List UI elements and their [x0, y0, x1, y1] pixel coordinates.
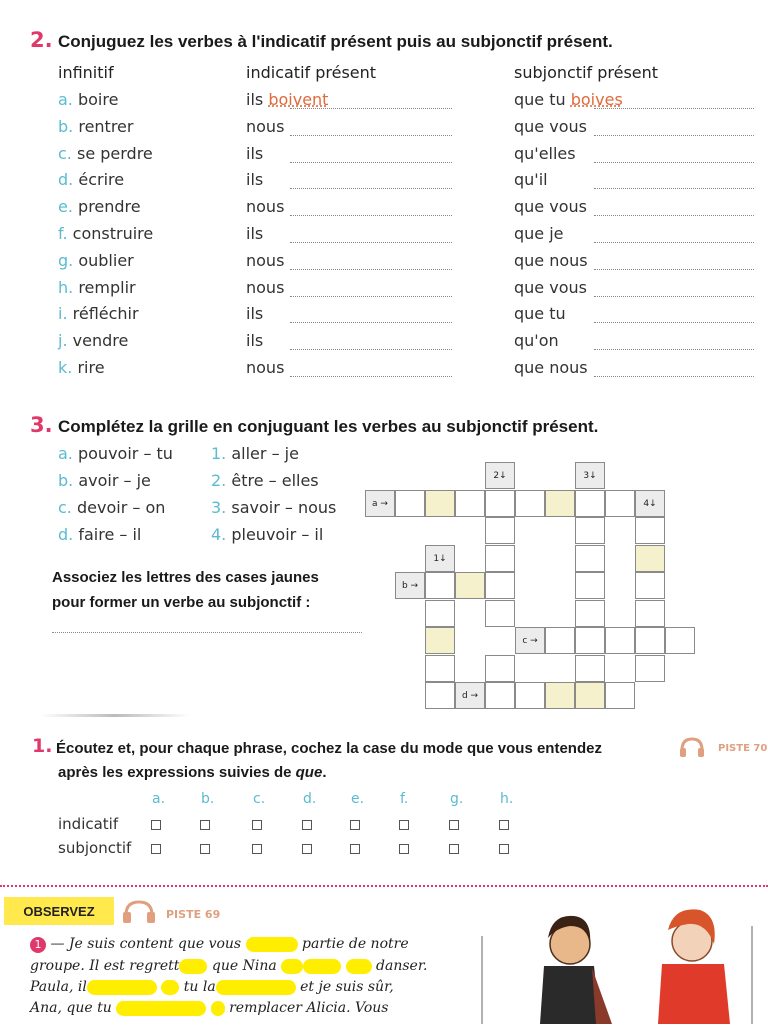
grid-cell[interactable] [545, 627, 575, 654]
indicatif-pronoun: nous [246, 278, 285, 297]
indicatif-pronoun: nous [246, 251, 285, 270]
indicatif-cell [246, 197, 284, 216]
clue-down: 2. être – elles [211, 471, 319, 490]
observez-line-2: groupe. Il est regrett que Nina danser. [30, 958, 428, 974]
clue-across: b. avoir – je [58, 471, 151, 490]
item-letter: j. [58, 331, 68, 350]
column-letter: d. [303, 791, 317, 807]
mode-label: indicatif [58, 815, 119, 833]
header-subjonctif: subjonctif présent [514, 63, 659, 82]
indicatif-pronoun: ils [246, 331, 264, 350]
mode-checkbox[interactable] [350, 820, 360, 830]
grid-cell[interactable] [605, 682, 635, 709]
mode-checkbox[interactable] [350, 844, 360, 854]
header-infinitif: infinitif [58, 63, 114, 82]
grid-clue-cell: 1↓ [425, 545, 455, 572]
infinitive-cell [58, 278, 136, 297]
subjonctif-answer[interactable]: boives [570, 90, 623, 109]
infinitive-cell [58, 224, 153, 243]
subjonctif-cell [514, 304, 566, 323]
column-letter: f. [400, 791, 409, 807]
observez-line-1: 1 — Je suis content que vous partie de notre [30, 936, 409, 953]
indicatif-blank[interactable] [290, 376, 452, 377]
grid-cell[interactable] [425, 572, 455, 599]
indicatif-blank[interactable] [290, 135, 452, 136]
mode-checkbox[interactable] [399, 844, 409, 854]
subjonctif-pronoun: que je [514, 224, 564, 243]
infinitive-verb: rentrer [78, 117, 134, 136]
subjonctif-pronoun: que nous [514, 358, 588, 377]
subjonctif-blank[interactable] [594, 296, 754, 297]
infinitive-cell [58, 117, 133, 136]
mode-checkbox[interactable] [499, 820, 509, 830]
subjonctif-cell [514, 278, 587, 297]
grid-cell[interactable] [395, 490, 425, 517]
indicatif-cell [246, 144, 263, 163]
subjonctif-blank[interactable] [594, 108, 754, 109]
mode-checkbox[interactable] [252, 844, 262, 854]
illustration [462, 886, 768, 1024]
grid-cell[interactable] [485, 490, 515, 517]
mode-checkbox[interactable] [200, 820, 210, 830]
column-letter: a. [152, 791, 166, 807]
grid-cell[interactable] [485, 517, 515, 544]
column-letter: h. [500, 791, 514, 807]
grid-cell[interactable] [575, 545, 605, 572]
grid-clue-cell: c → [515, 627, 545, 654]
item-letter: f. [58, 224, 68, 243]
grid-cell[interactable] [455, 572, 485, 599]
mode-checkbox[interactable] [151, 844, 161, 854]
section-divider [40, 714, 190, 717]
subjonctif-pronoun: qu'elles [514, 144, 576, 163]
infinitive-verb: remplir [78, 278, 136, 297]
indicatif-answer[interactable]: boivent [268, 90, 329, 109]
subjonctif-pronoun: que vous [514, 197, 587, 216]
bullet-number: 1 [30, 937, 46, 953]
grid-cell[interactable] [485, 572, 515, 599]
indicatif-cell [246, 90, 328, 109]
indicatif-cell [246, 331, 263, 350]
grid-cell[interactable] [425, 490, 455, 517]
indicatif-blank[interactable] [290, 296, 452, 297]
grid-cell[interactable] [575, 600, 605, 627]
item-letter: k. [58, 358, 73, 377]
infinitive-verb: rire [77, 358, 105, 377]
indicatif-blank[interactable] [290, 162, 452, 163]
infinitive-cell [58, 251, 134, 270]
item-letter: a. [58, 90, 73, 109]
infinitive-verb: réfléchir [72, 304, 139, 323]
grid-cell[interactable] [485, 655, 515, 682]
grid-cell[interactable] [515, 490, 545, 517]
infinitive-verb: boire [77, 90, 119, 109]
subjonctif-cell [514, 224, 564, 243]
indicatif-blank[interactable] [290, 188, 452, 189]
indicatif-blank[interactable] [290, 242, 452, 243]
subjonctif-cell [514, 358, 588, 377]
infinitive-cell [58, 90, 118, 109]
infinitive-verb: écrire [78, 170, 125, 189]
mode-checkbox[interactable] [302, 844, 312, 854]
ex3-title: Complétez la grille en conjuguant les verbes au subjonctif présent. [58, 417, 599, 436]
item-letter: b. [58, 117, 74, 136]
column-letter: e. [351, 791, 365, 807]
column-letter: c. [253, 791, 266, 807]
grid-cell[interactable] [485, 682, 515, 709]
item-letter: g. [58, 251, 74, 270]
subjonctif-blank[interactable] [594, 215, 754, 216]
mode-label: subjonctif [58, 839, 132, 857]
ex1-number: 1. [32, 735, 53, 757]
grid-cell[interactable] [605, 490, 635, 517]
subjonctif-blank[interactable] [594, 322, 754, 323]
mode-checkbox[interactable] [449, 820, 459, 830]
grid-cell[interactable] [605, 627, 635, 654]
subjonctif-blank[interactable] [594, 135, 754, 136]
subjonctif-cell [514, 90, 623, 109]
indicatif-blank[interactable] [290, 215, 452, 216]
clue-across: d. faire – il [58, 525, 142, 544]
grid-cell[interactable] [635, 545, 665, 572]
subjonctif-pronoun: qu'on [514, 331, 559, 350]
grid-clue-cell: 4↓ [635, 490, 665, 517]
mode-checkbox[interactable] [151, 820, 161, 830]
grid-cell[interactable] [665, 627, 695, 654]
subjonctif-cell [514, 331, 559, 350]
observez-line-4: Ana, que tu remplacer Alicia. Vous [30, 1000, 389, 1016]
mode-checkbox[interactable] [200, 844, 210, 854]
mode-checkbox[interactable] [449, 844, 459, 854]
indicatif-pronoun: ils [246, 170, 264, 189]
subjonctif-cell [514, 197, 587, 216]
clue-down: 4. pleuvoir – il [211, 525, 324, 544]
grid-cell[interactable] [425, 655, 455, 682]
subjonctif-pronoun: que vous [514, 278, 587, 297]
headphones-icon[interactable] [121, 898, 157, 924]
indicatif-pronoun: ils [246, 304, 264, 323]
column-letter: g. [450, 791, 464, 807]
observez-label: OBSERVEZ [4, 897, 114, 925]
infinitive-verb: vendre [72, 331, 129, 350]
mode-checkbox[interactable] [252, 820, 262, 830]
indicatif-blank[interactable] [290, 108, 452, 109]
ex3-answer-line[interactable] [52, 632, 362, 633]
item-letter: h. [58, 278, 74, 297]
indicatif-pronoun: nous [246, 358, 285, 377]
subjonctif-pronoun: qu'il [514, 170, 548, 189]
grid-cell[interactable] [425, 627, 455, 654]
indicatif-cell [246, 358, 284, 377]
grid-clue-cell: 3↓ [575, 462, 605, 489]
clue-down: 1. aller – je [211, 444, 299, 463]
clue-across: a. pouvoir – tu [58, 444, 173, 463]
infinitive-cell [58, 358, 105, 377]
ex2-number: 2. [30, 28, 53, 52]
grid-cell[interactable] [635, 627, 665, 654]
indicatif-blank[interactable] [290, 349, 452, 350]
ex3-instruction-2: pour former un verbe au subjonctif : [52, 594, 311, 611]
indicatif-blank[interactable] [290, 322, 452, 323]
infinitive-cell [58, 170, 124, 189]
grid-cell[interactable] [425, 682, 455, 709]
grid-cell[interactable] [575, 682, 605, 709]
item-letter: i. [58, 304, 68, 323]
header-indicatif: indicatif présent [246, 63, 377, 82]
subjonctif-pronoun: que nous [514, 251, 588, 270]
subjonctif-blank[interactable] [594, 376, 754, 377]
item-letter: c. [58, 144, 72, 163]
column-letter: b. [201, 791, 215, 807]
subjonctif-blank[interactable] [594, 188, 754, 189]
infinitive-verb: prendre [78, 197, 141, 216]
grid-cell[interactable] [485, 600, 515, 627]
grid-cell[interactable] [485, 545, 515, 572]
mode-checkbox[interactable] [399, 820, 409, 830]
subjonctif-blank[interactable] [594, 162, 754, 163]
grid-cell[interactable] [635, 517, 665, 544]
infinitive-cell [58, 331, 128, 350]
grid-cell[interactable] [575, 490, 605, 517]
observez-track: PISTE 69 [166, 908, 221, 921]
indicatif-cell [246, 117, 284, 136]
subjonctif-pronoun: que vous [514, 117, 587, 136]
grid-cell[interactable] [575, 572, 605, 599]
infinitive-verb: construire [72, 224, 154, 243]
grid-cell[interactable] [515, 682, 545, 709]
grid-clue-cell: a → [365, 490, 395, 517]
indicatif-cell [246, 304, 263, 323]
infinitive-cell [58, 304, 139, 323]
ex1-track: PISTE 70 [718, 743, 768, 754]
indicatif-pronoun: nous [246, 117, 285, 136]
clue-across: c. devoir – on [58, 498, 166, 517]
indicatif-pronoun: nous [246, 197, 285, 216]
mode-checkbox[interactable] [499, 844, 509, 854]
ex1-title-line1: Écoutez et, pour chaque phrase, cochez la case du mode que vous entendez [56, 740, 602, 757]
grid-cell[interactable] [635, 600, 665, 627]
grid-cell[interactable] [455, 490, 485, 517]
indicatif-pronoun: ils [246, 144, 264, 163]
infinitive-cell [58, 197, 141, 216]
grid-clue-cell: 2↓ [485, 462, 515, 489]
grid-cell[interactable] [545, 490, 575, 517]
indicatif-cell [246, 224, 263, 243]
subjonctif-pronoun: que tu [514, 90, 566, 109]
grid-cell[interactable] [635, 655, 665, 682]
infinitive-verb: se perdre [76, 144, 153, 163]
subjonctif-blank[interactable] [594, 269, 754, 270]
infinitive-verb: oublier [78, 251, 134, 270]
ex1-title-line2: après les expressions suivies de que. [58, 764, 327, 781]
indicatif-cell [246, 251, 284, 270]
grid-clue-cell: b → [395, 572, 425, 599]
headphones-icon[interactable] [678, 736, 706, 758]
indicatif-cell [246, 278, 284, 297]
grid-cell[interactable] [425, 600, 455, 627]
subjonctif-blank[interactable] [594, 349, 754, 350]
infinitive-cell [58, 144, 153, 163]
indicatif-pronoun: ils [246, 224, 264, 243]
ex3-number: 3. [30, 413, 53, 437]
indicatif-blank[interactable] [290, 269, 452, 270]
indicatif-pronoun: ils [246, 90, 264, 109]
item-letter: e. [58, 197, 73, 216]
subjonctif-cell [514, 170, 548, 189]
indicatif-cell [246, 170, 263, 189]
grid-cell[interactable] [575, 517, 605, 544]
mode-checkbox[interactable] [302, 820, 312, 830]
observez-line-3: Paula, il tu la et je suis sûr, [30, 979, 394, 995]
subjonctif-cell [514, 144, 576, 163]
subjonctif-pronoun: que tu [514, 304, 566, 323]
grid-clue-cell: d → [455, 682, 485, 709]
grid-cell[interactable] [635, 572, 665, 599]
grid-cell[interactable] [575, 655, 605, 682]
subjonctif-cell [514, 251, 588, 270]
ex2-title: Conjuguez les verbes à l'indicatif présent puis au subjonctif présent. [58, 32, 613, 51]
ex3-instruction-1: Associez les lettres des cases jaunes [52, 569, 319, 586]
subjonctif-blank[interactable] [594, 242, 754, 243]
item-letter: d. [58, 170, 74, 189]
grid-cell[interactable] [575, 627, 605, 654]
clue-down: 3. savoir – nous [211, 498, 337, 517]
subjonctif-cell [514, 117, 587, 136]
grid-cell[interactable] [545, 682, 575, 709]
